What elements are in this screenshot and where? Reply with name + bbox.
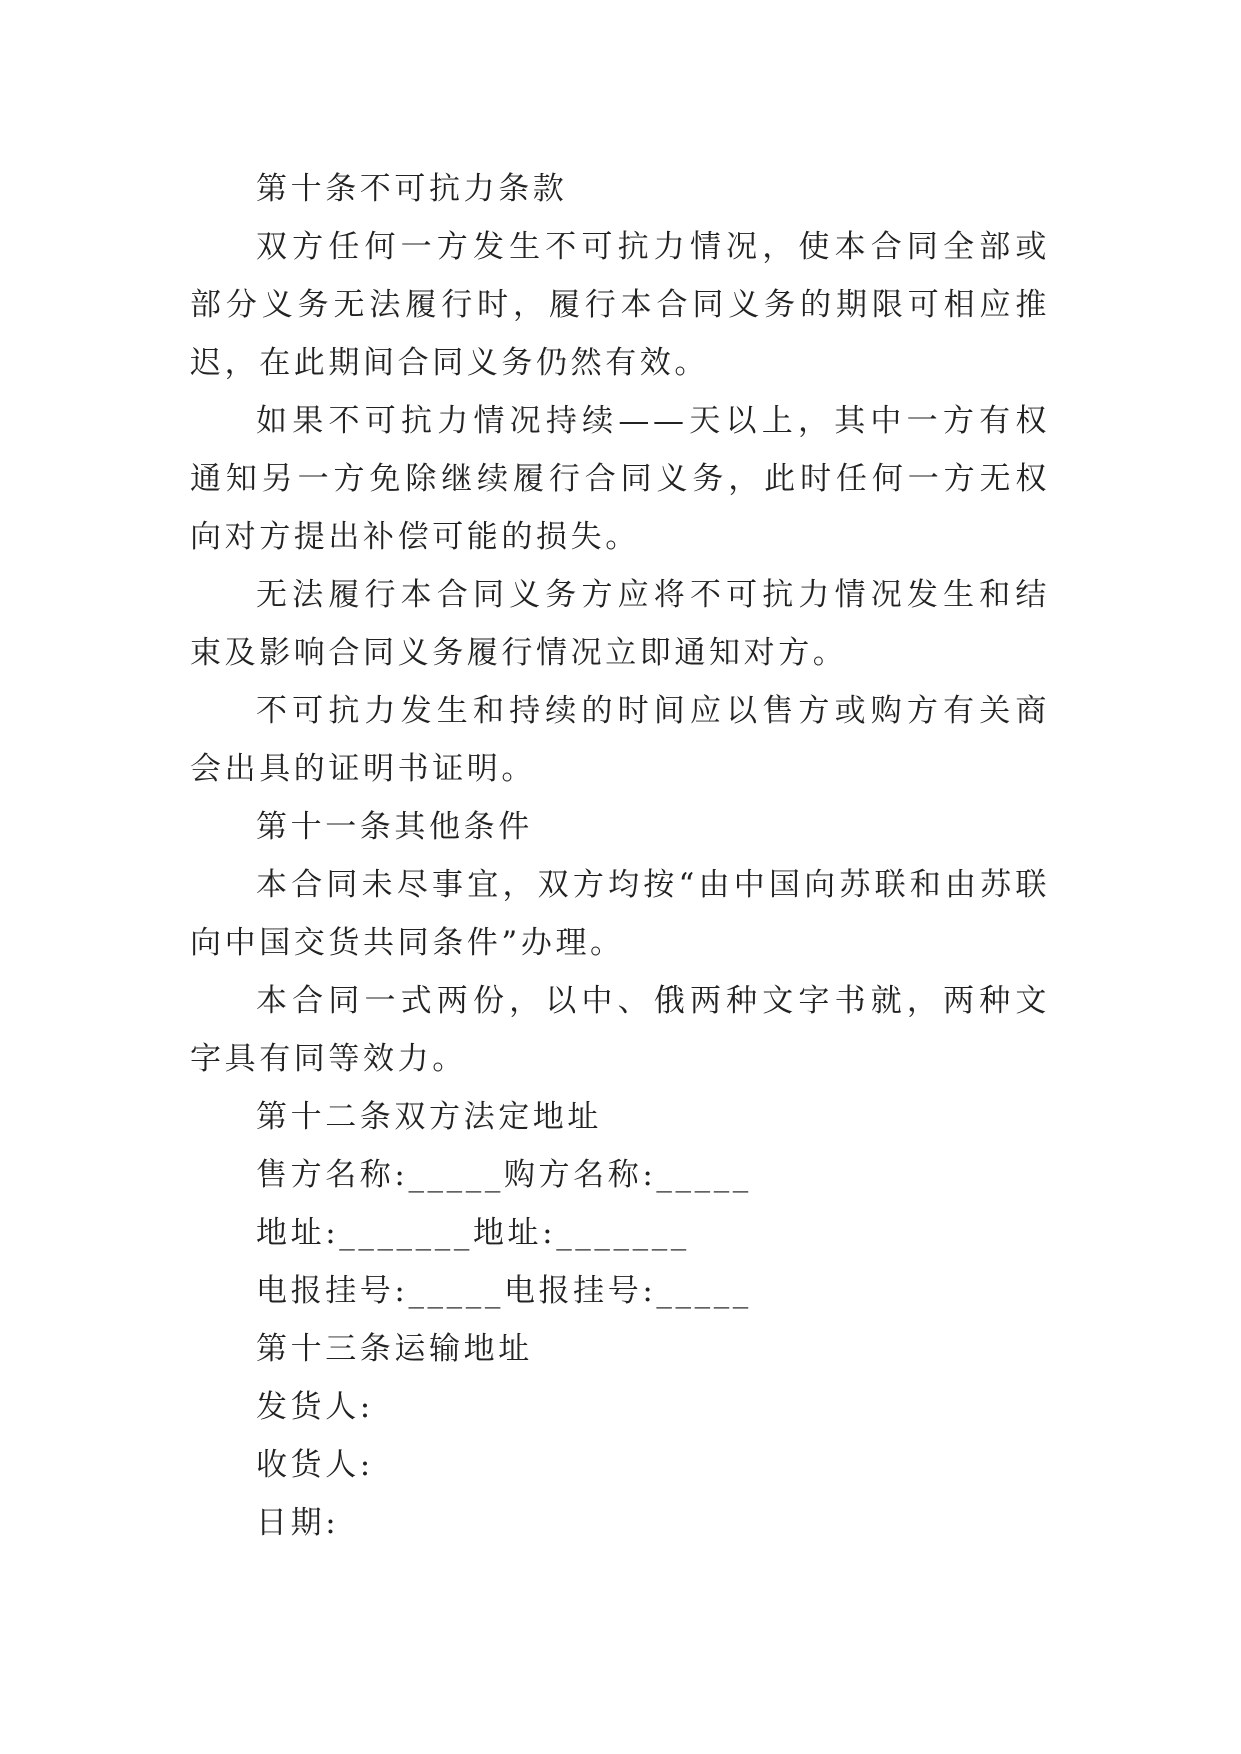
other-conditions-paragraph: 本合同未尽事宜，双方均按“由中国向苏联和由苏联向中国交货共同条件”办理。 xyxy=(190,867,1050,961)
party-names-line: 售方名称:_____购方名称:_____ xyxy=(256,1157,752,1193)
force-majeure-paragraph: 双方任何一方发生不可抗力情况，使本合同全部或部分义务无法履行时，履行本合同义务的期限可相应推迟，在此期间合同义务仍然有效。 xyxy=(190,229,1050,381)
contract-body xyxy=(190,160,1050,1552)
article-12-heading: 第十二条双方法定地址 xyxy=(256,1099,602,1135)
force-majeure-notice-paragraph: 无法履行本合同义务方应将不可抗力情况发生和结束及影响合同义务履行情况立即通知对方。 xyxy=(190,577,1050,671)
force-majeure-duration-paragraph: 如果不可抗力情况持续——天以上，其中一方有权通知另一方免除继续履行合同义务，此时任何一方无权向对方提出补偿可能的损失。 xyxy=(190,403,1050,555)
article-13-heading: 第十三条运输地址 xyxy=(256,1331,533,1367)
telegraph-line: 电报挂号:_____电报挂号:_____ xyxy=(256,1273,752,1309)
article-10-heading: 第十条不可抗力条款 xyxy=(256,171,568,207)
copies-paragraph: 本合同一式两份，以中、俄两种文字书就，两种文字具有同等效力。 xyxy=(190,983,1050,1077)
date-line: 日期: xyxy=(256,1505,340,1541)
shipper-line: 发货人: xyxy=(256,1389,374,1425)
force-majeure-certificate-paragraph: 不可抗力发生和持续的时间应以售方或购方有关商会出具的证明书证明。 xyxy=(190,693,1050,787)
article-11-heading: 第十一条其他条件 xyxy=(256,809,533,845)
party-address-line: 地址:_______地址:_______ xyxy=(256,1215,690,1251)
consignee-line: 收货人: xyxy=(256,1447,374,1483)
